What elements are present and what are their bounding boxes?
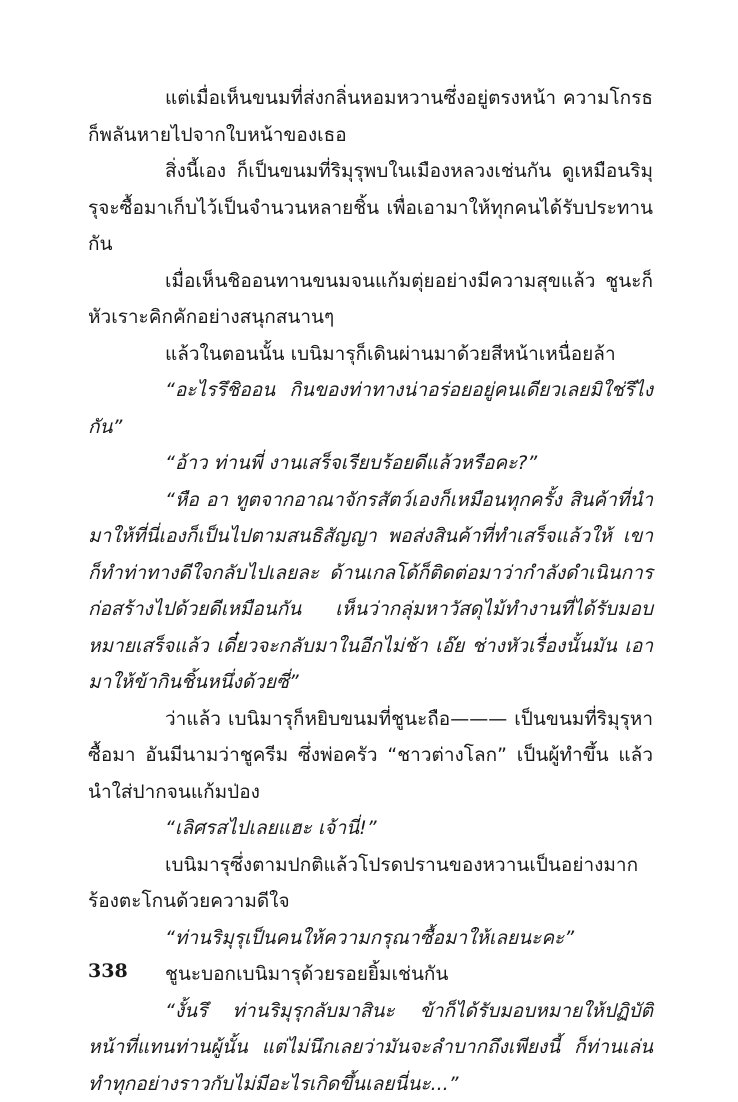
dialogue-paragraph: “อ้าว ท่านพี่ งานเสร็จเรียบร้อยดีแล้วหรือคะ?” bbox=[88, 445, 653, 482]
paragraph: เมื่อเห็นชิออนทานขนมจนแก้มตุ่ยอย่างมีความสุขแล้ว ชูนะก็หัวเราะคิกคักอย่างสนุกสนานๆ bbox=[88, 263, 653, 336]
paragraph: ชูนะบอกเบนิมารุด้วยรอยยิ้มเช่นกัน bbox=[88, 956, 653, 993]
paragraph: แต่เมื่อเห็นขนมที่ส่งกลิ่นหอมหวานซึ่งอยู่ตรงหน้า ความโกรธก็พลันหายไปจากใบหน้าของเธอ bbox=[88, 80, 653, 153]
dialogue-paragraph: “หือ อา ทูตจากอาณาจักรสัตว์เองก็เหมือนทุกครั้ง สินค้าที่นำมาให้ที่นี่เองก็เป็นไปตามสนธิสัญญา พอส่งสินค้าที่ทำเสร็จแล้วให้ เขาก็ทำท่าทางดีใจกลับไปเลยละ ด้านเกลโด้ก็ติดต่อมาว่ากำลังดำเนินการก่อสร้างไปด้วยดีเหมือนกัน เห็นว่ากลุ่มหาวัสดุไม้ทำงานที่ได้รับมอบหมายเสร็จแล้ว เดี๋ยวจะกลับมาในอีกไม่ช้า เอ๊ย ช่างหัวเรื่องนั้นมัน เอามาให้ข้ากินชิ้นหนึ่งด้วยซี่” bbox=[88, 482, 653, 701]
dialogue-paragraph: “เลิศรสไปเลยแฮะ เจ้านี่!” bbox=[88, 810, 653, 847]
dialogue-paragraph: “งั้นรึ ท่านริมุรุกลับมาสินะ ข้าก็ได้รับมอบหมายให้ปฏิบัติหน้าที่แทนท่านผู้นั้น แต่ไม่นึกเลยว่ามันจะลำบากถึงเพียงนี้ ก็ท่านเล่นทำทุกอย่างราวกับไม่มีอะไรเกิดขึ้นเลยนี่นะ...” bbox=[88, 993, 653, 1102]
body-text bbox=[88, 80, 653, 1102]
paragraph: เบนิมารุซึ่งตามปกติแล้วโปรดปรานของหวานเป็นอย่างมากร้องตะโกนด้วยความดีใจ bbox=[88, 847, 653, 920]
paragraph: ว่าแล้ว เบนิมารุก็หยิบขนมที่ชูนะถือ——— เป็นขนมที่ริมุรุหาซื้อมา อันมีนามว่าชูครีม ซึ่งพ่อครัว “ชาวต่างโลก” เป็นผู้ทำขึ้น แล้วนำใส่ปากจนแก้มป่อง bbox=[88, 701, 653, 811]
dialogue-paragraph: “ท่านริมุรุเป็นคนให้ความกรุณาซื้อมาให้เลยนะคะ” bbox=[88, 920, 653, 957]
dialogue-paragraph: “อะไรรึชิออน กินของท่าทางน่าอร่อยอยู่คนเดียวเลยมิใช่รึไงกัน” bbox=[88, 372, 653, 445]
paragraph: แล้วในตอนนั้น เบนิมารุก็เดินผ่านมาด้วยสีหน้าเหนื่อยล้า bbox=[88, 336, 653, 373]
page-number: 338 bbox=[88, 960, 128, 982]
paragraph: สิ่งนี้เอง ก็เป็นขนมที่ริมุรุพบในเมืองหลวงเช่นกัน ดูเหมือนริมุรุจะซื้อมาเก็บไว้เป็นจำนวนหลายชิ้น เพื่อเอามาให้ทุกคนได้รับประทานกัน bbox=[88, 153, 653, 263]
